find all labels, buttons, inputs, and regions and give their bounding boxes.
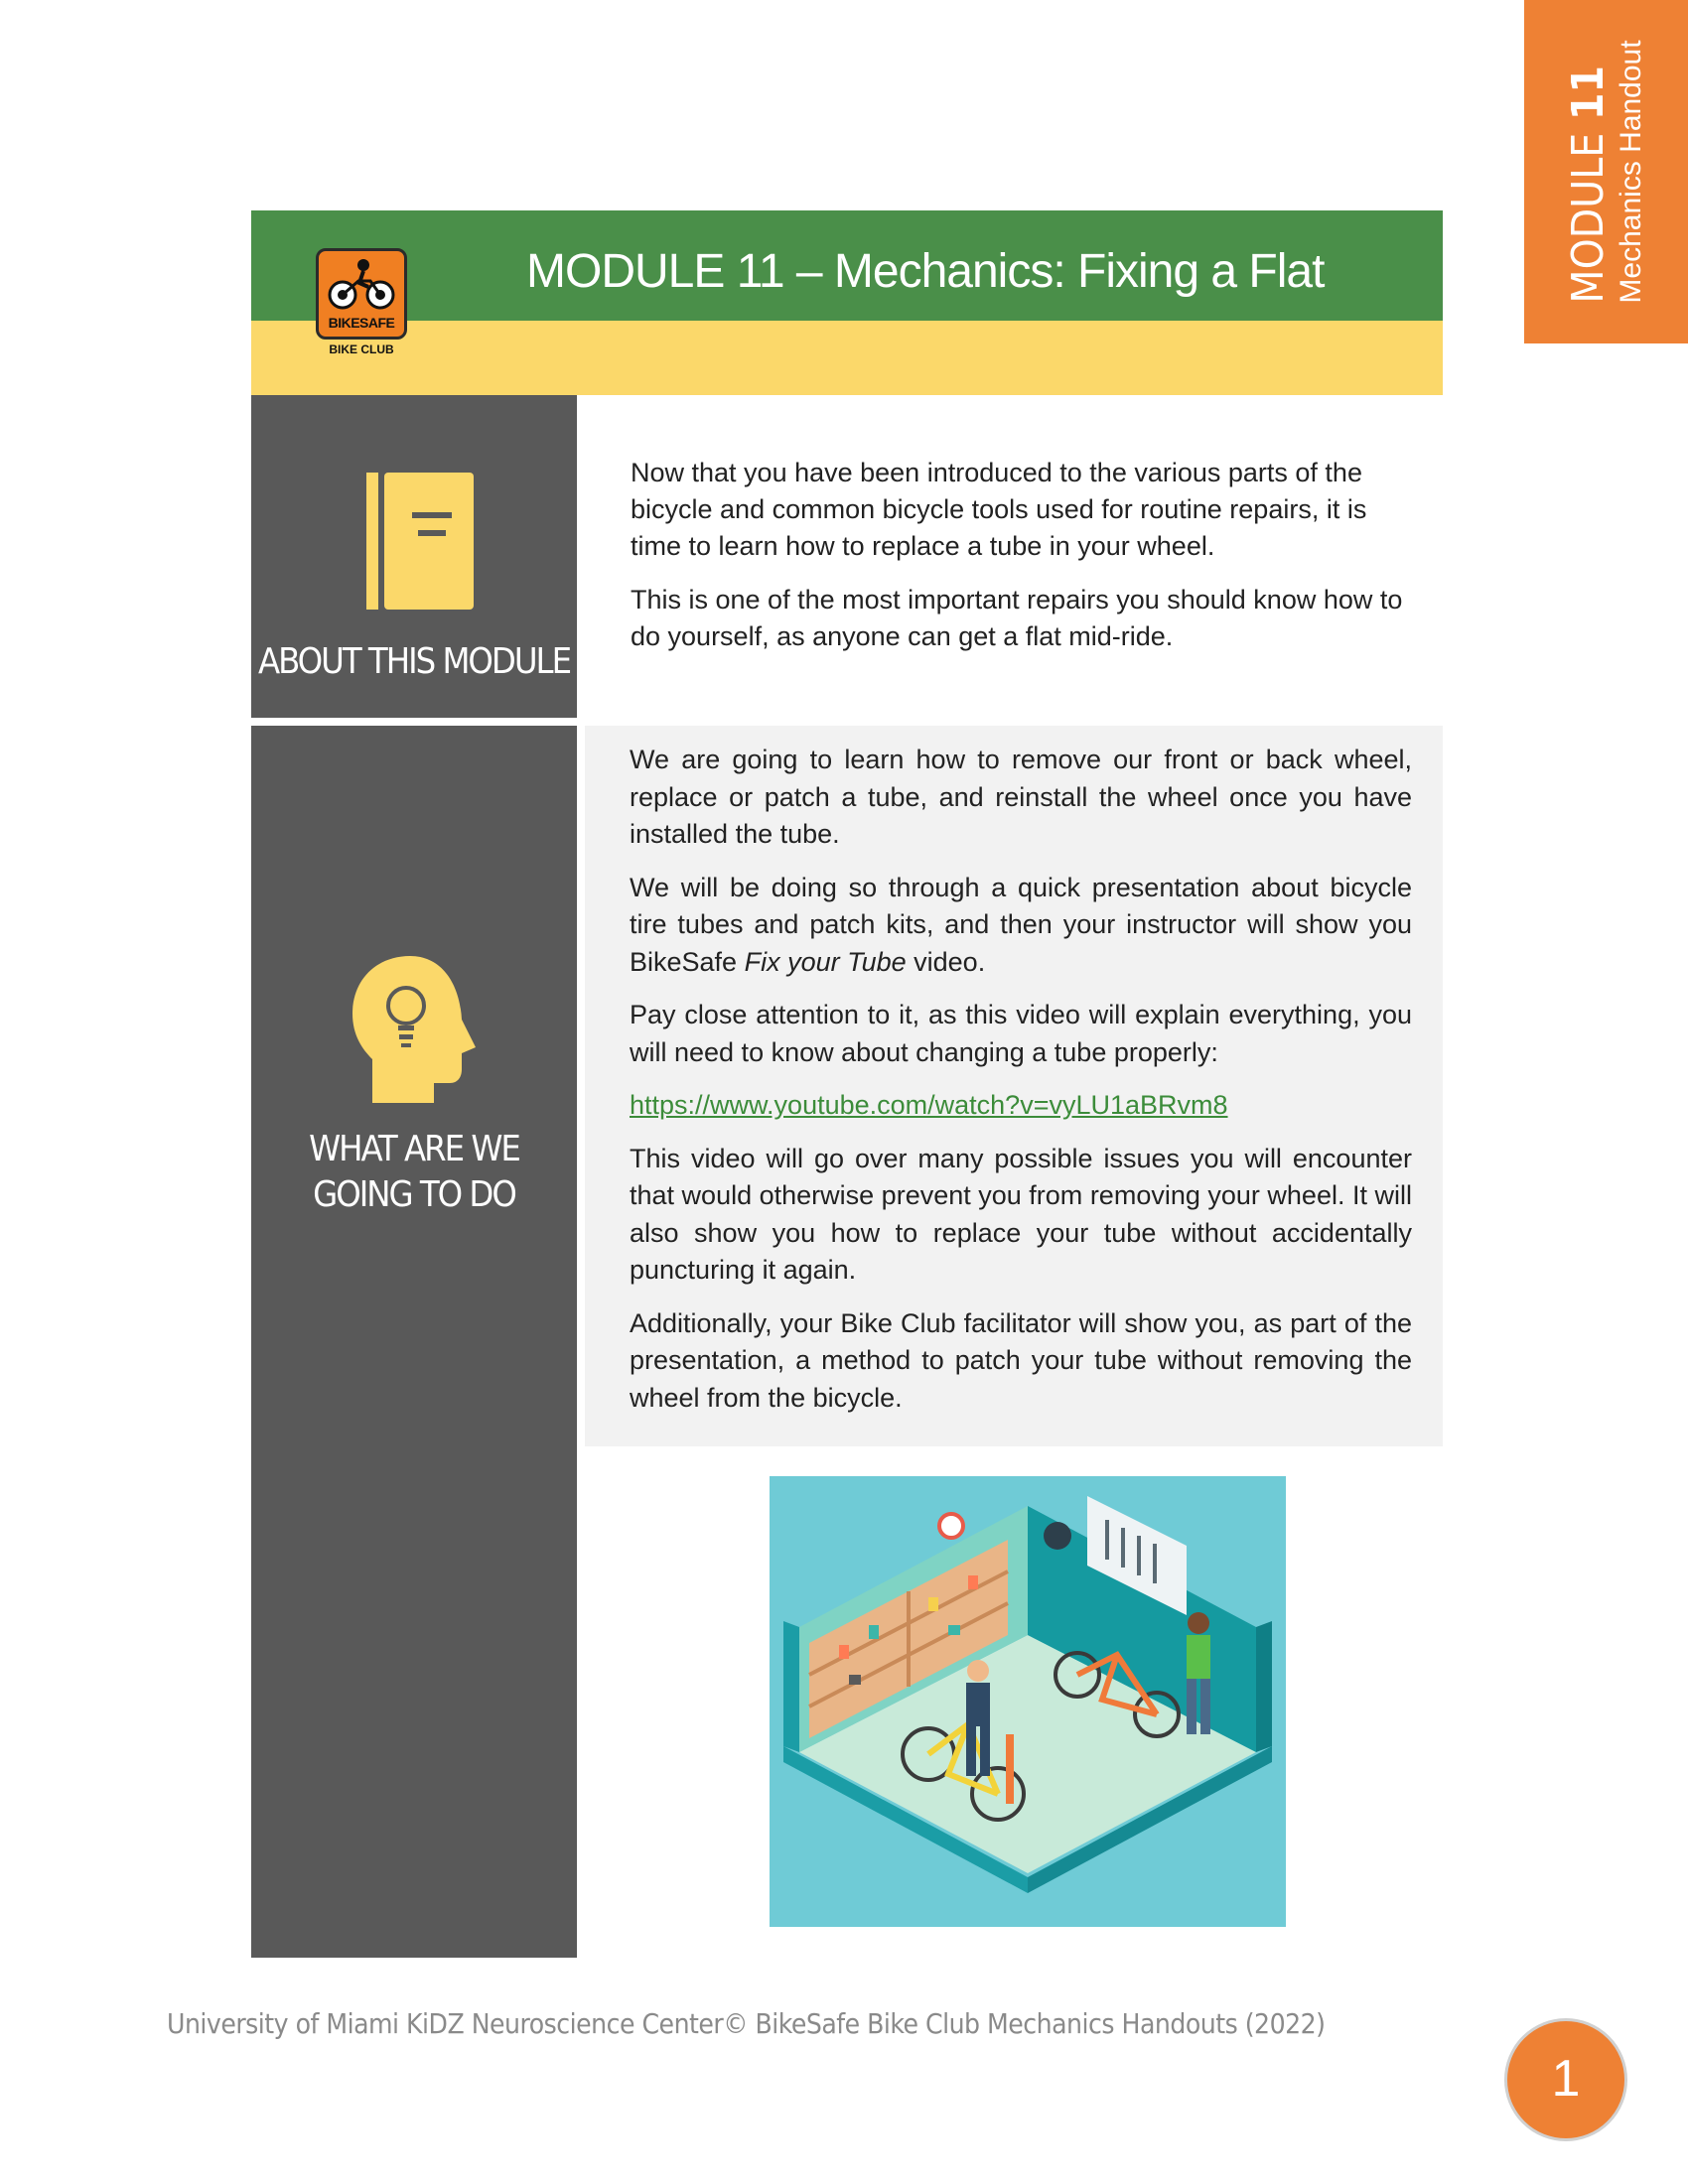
footer-credit: University of Miami KiDZ Neuroscience Center© BikeSafe Bike Club Mechanics Handouts (2022) (167, 2007, 1326, 2040)
about-sidebar (251, 395, 577, 718)
side-tab-subtitle: Mechanics Handout (1614, 40, 1647, 304)
about-content (631, 455, 1413, 672)
header-yellow-band (251, 321, 1443, 395)
side-tab-module: MODULE 11 (1562, 66, 1614, 304)
bikesafe-logo (316, 248, 407, 365)
what-paragraph: We are going to learn how to remove our front or back wheel, replace or patch a tube, and reinstall the wheel once you have installed the tube. (630, 745, 1412, 849)
bike-workshop-illustration (770, 1476, 1286, 1927)
about-paragraph: Now that you have been introduced to the various parts of the bicycle and common bicycle tools used for routine repairs, it is time to learn how to replace a tube in your wheel. (631, 458, 1367, 561)
what-content (630, 742, 1412, 1433)
what-paragraph: Additionally, your Bike Club facilitator will show you, as part of the presentation, a method to patch your tube without removing the wheel from the bicycle. (630, 1307, 1412, 1413)
module-side-tab (1524, 0, 1688, 343)
cyclist-icon (319, 251, 404, 321)
page-title: MODULE 11 – Mechanics: Fixing a Flat (526, 245, 1325, 298)
what-label-line1: WHAT ARE WE (309, 1129, 519, 1169)
page-number: 1 (1504, 2018, 1627, 2141)
what-sidebar (251, 726, 577, 1958)
logo-subtitle: BIKE CLUB (329, 342, 394, 356)
what-paragraph: This video will go over many possible issues you will encounter that would otherwise prevent you from removing your wheel. It will also show you how to replace your tube without accidentally puncturing it again. (630, 1143, 1412, 1285)
what-paragraph (630, 1087, 1412, 1125)
lightbulb-head-icon (349, 956, 480, 1103)
about-label: ABOUT THIS MODULE (257, 641, 571, 682)
what-paragraph: We will be doing so through a quick presentation about bicycle tire tubes and patch kits, and then your instructor will show you BikeSafe Fix your Tube video. (630, 872, 1412, 977)
what-label (251, 1127, 577, 1218)
what-paragraph: Pay close attention to it, as this video will explain everything, you will need to know about changing a tube properly: (630, 1000, 1412, 1067)
book-icon (366, 473, 474, 610)
youtube-video-link[interactable]: https://www.youtube.com/watch?v=vyLU1aBRvm8 (630, 1090, 1228, 1120)
logo-wordmark: BIKESAFE (328, 315, 395, 331)
about-paragraph: This is one of the most important repairs you should know how to do yourself, as anyone can get a flat mid-ride. (631, 585, 1403, 651)
what-label-line2: GOING TO DO (313, 1174, 515, 1215)
